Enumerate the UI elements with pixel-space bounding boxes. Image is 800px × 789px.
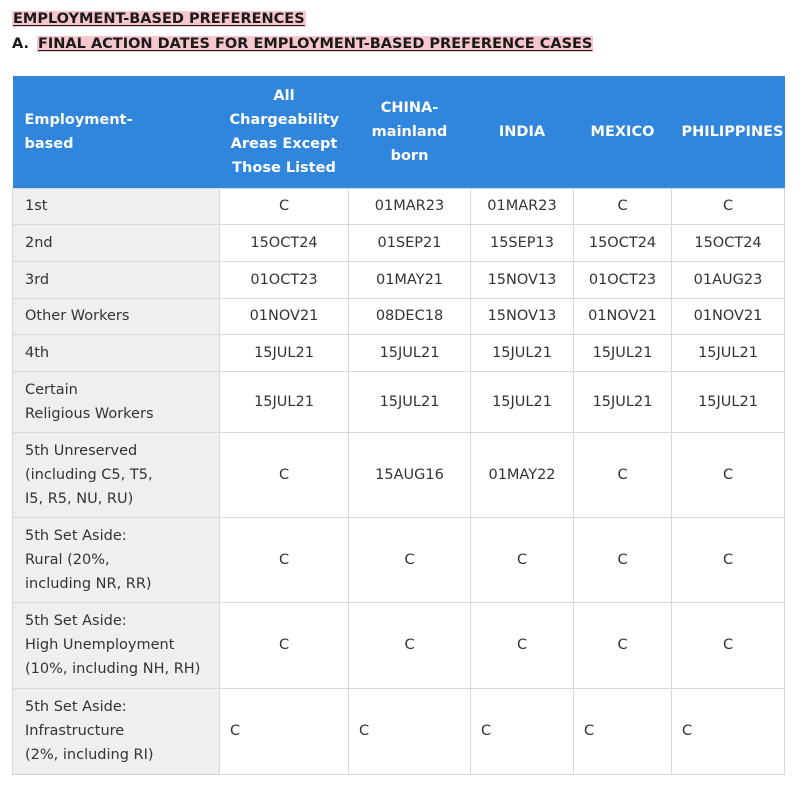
date-cell: C bbox=[471, 602, 574, 688]
column-header-line: based bbox=[24, 135, 74, 152]
table-row bbox=[13, 517, 785, 602]
date-cell: C bbox=[574, 188, 672, 224]
row-label-line: 5th Set Aside: bbox=[25, 699, 127, 715]
row-label-line: Certain bbox=[25, 381, 78, 398]
date-cell: C bbox=[471, 517, 574, 602]
date-cell: 15NOV13 bbox=[471, 298, 574, 334]
date-cell: C bbox=[574, 688, 672, 774]
row-label-line: 5th Set Aside: bbox=[25, 527, 127, 544]
date-cell: C bbox=[574, 517, 672, 602]
row-label-line: 3rd bbox=[25, 271, 50, 288]
subsection-heading-text: FINAL ACTION DATES FOR EMPLOYMENT-BASED PREFERENCE CASES bbox=[38, 36, 593, 52]
table-row bbox=[13, 688, 785, 774]
row-label bbox=[13, 371, 220, 432]
row-label bbox=[13, 188, 220, 224]
table-row bbox=[13, 298, 785, 334]
section-heading-text: EMPLOYMENT-BASED PREFERENCES bbox=[13, 11, 305, 27]
row-label bbox=[13, 517, 220, 602]
row-label-line: 5th Set Aside: bbox=[25, 613, 127, 629]
date-cell: 15JUL21 bbox=[220, 371, 349, 432]
date-cell: 15JUL21 bbox=[220, 334, 349, 371]
row-label bbox=[13, 688, 220, 774]
date-cell: 15JUL21 bbox=[574, 334, 672, 371]
date-cell: 15OCT24 bbox=[220, 224, 349, 261]
column-header-line: Chargeability bbox=[229, 111, 340, 128]
date-cell: C bbox=[672, 188, 785, 224]
row-label-line: (10%, including NH, RH) bbox=[25, 661, 201, 677]
row-label bbox=[13, 334, 220, 371]
table-row bbox=[13, 261, 785, 298]
date-cell: 01MAY22 bbox=[471, 432, 574, 517]
date-cell: 15JUL21 bbox=[349, 371, 471, 432]
row-label-line: including NR, RR) bbox=[25, 575, 152, 592]
column-header-philippines bbox=[672, 76, 785, 188]
date-cell: 01MAR23 bbox=[349, 188, 471, 224]
date-cell: 01NOV21 bbox=[672, 298, 785, 334]
row-label-line: (including C5, T5, bbox=[25, 466, 153, 483]
column-header-china-mainland-born bbox=[349, 76, 471, 188]
row-label-line: High Unemployment bbox=[25, 637, 175, 653]
date-cell: 15OCT24 bbox=[574, 224, 672, 261]
date-cell: C bbox=[349, 688, 471, 774]
date-cell: C bbox=[220, 517, 349, 602]
subsection-prefix: A. bbox=[12, 36, 29, 52]
column-header-line: All bbox=[273, 87, 295, 104]
date-cell: C bbox=[349, 517, 471, 602]
table-row bbox=[13, 188, 785, 224]
row-label bbox=[13, 298, 220, 334]
date-cell: 01AUG23 bbox=[672, 261, 785, 298]
date-cell: 15AUG16 bbox=[349, 432, 471, 517]
table-body bbox=[13, 188, 785, 774]
column-header-india bbox=[471, 76, 574, 188]
table-row bbox=[13, 432, 785, 517]
column-header-all-chargeability bbox=[220, 76, 349, 188]
row-label-line: 5th Unreserved bbox=[25, 442, 138, 459]
date-cell: C bbox=[220, 188, 349, 224]
row-label bbox=[13, 261, 220, 298]
table-row bbox=[13, 371, 785, 432]
date-cell: 01OCT23 bbox=[574, 261, 672, 298]
date-cell: 15JUL21 bbox=[574, 371, 672, 432]
row-label-line: Other Workers bbox=[25, 308, 130, 324]
row-label-line: Rural (20%, bbox=[25, 551, 110, 568]
date-cell: 01SEP21 bbox=[349, 224, 471, 261]
column-header-line: MEXICO bbox=[590, 123, 655, 140]
date-cell: C bbox=[471, 688, 574, 774]
date-cell: 15OCT24 bbox=[672, 224, 785, 261]
table-row bbox=[13, 602, 785, 688]
date-cell: 01MAR23 bbox=[471, 188, 574, 224]
table-header-row bbox=[13, 76, 785, 188]
date-cell: C bbox=[672, 517, 785, 602]
date-cell: 01NOV21 bbox=[574, 298, 672, 334]
row-label-line: I5, R5, NU, RU) bbox=[25, 490, 134, 507]
date-cell: 01MAY21 bbox=[349, 261, 471, 298]
date-cell: 01NOV21 bbox=[220, 298, 349, 334]
column-header-employment-based bbox=[13, 76, 220, 188]
date-cell: 08DEC18 bbox=[349, 298, 471, 334]
column-header-line: mainland bbox=[371, 123, 448, 140]
row-label-line: 1st bbox=[25, 198, 48, 214]
date-cell: C bbox=[672, 602, 785, 688]
date-cell: 15JUL21 bbox=[471, 334, 574, 371]
date-cell: 15JUL21 bbox=[471, 371, 574, 432]
row-label-line: (2%, including RI) bbox=[25, 747, 154, 763]
subsection-heading bbox=[12, 36, 593, 52]
date-cell: C bbox=[220, 688, 349, 774]
column-header-mexico bbox=[574, 76, 672, 188]
date-cell: C bbox=[672, 432, 785, 517]
date-cell: C bbox=[220, 432, 349, 517]
date-cell: C bbox=[349, 602, 471, 688]
date-cell: C bbox=[574, 602, 672, 688]
date-cell: 15JUL21 bbox=[672, 371, 785, 432]
row-label-line: 2nd bbox=[25, 234, 53, 251]
date-cell: 15NOV13 bbox=[471, 261, 574, 298]
date-cell: 15SEP13 bbox=[471, 224, 574, 261]
column-header-line: INDIA bbox=[498, 123, 546, 140]
column-header-line: born bbox=[390, 147, 429, 164]
column-header-line: CHINA- bbox=[380, 99, 439, 116]
section-heading bbox=[12, 11, 306, 27]
column-header-line: Those Listed bbox=[232, 159, 336, 176]
date-cell: C bbox=[672, 688, 785, 774]
column-header-line: Employment- bbox=[24, 111, 133, 128]
date-cell: 15JUL21 bbox=[672, 334, 785, 371]
row-label-line: Infrastructure bbox=[25, 723, 125, 739]
column-header-line: Areas Except bbox=[230, 135, 338, 152]
table-row bbox=[13, 334, 785, 371]
table-row bbox=[13, 224, 785, 261]
final-action-dates-table bbox=[12, 76, 785, 775]
date-cell: C bbox=[574, 432, 672, 517]
row-label bbox=[13, 602, 220, 688]
row-label bbox=[13, 224, 220, 261]
date-cell: C bbox=[220, 602, 349, 688]
date-cell: 15JUL21 bbox=[349, 334, 471, 371]
row-label bbox=[13, 432, 220, 517]
date-cell: 01OCT23 bbox=[220, 261, 349, 298]
row-label-line: 4th bbox=[25, 344, 50, 361]
column-header-line: PHILIPPINES bbox=[681, 123, 784, 140]
row-label-line: Religious Workers bbox=[25, 405, 154, 422]
